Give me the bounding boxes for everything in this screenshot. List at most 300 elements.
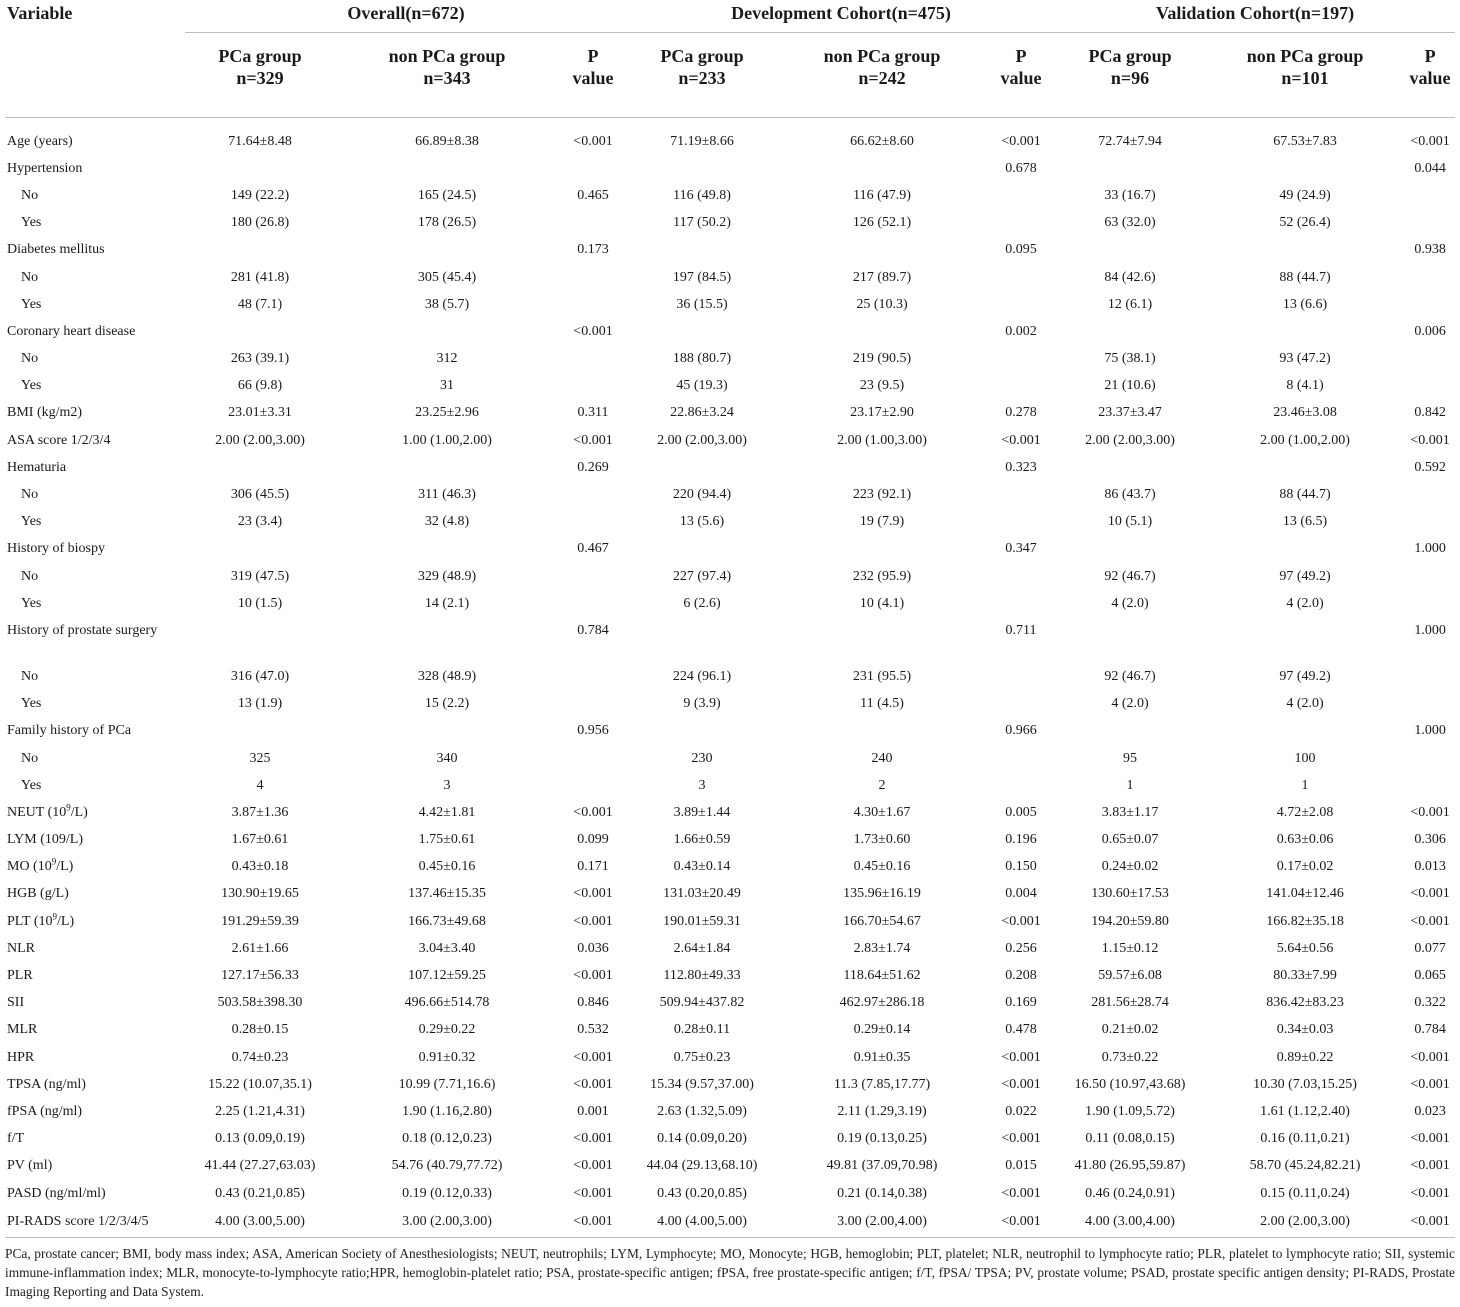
- table-cell: <0.001: [573, 323, 613, 339]
- table-row: [5, 1180, 1455, 1207]
- table-cell: 36 (15.5): [676, 296, 728, 312]
- row-label: [5, 1071, 185, 1098]
- table-cell: [559, 291, 627, 318]
- table-cell: 178 (26.5): [417, 215, 477, 231]
- table-cell: [185, 318, 335, 345]
- table-cell: 0.711: [1005, 623, 1037, 639]
- row-label-text: Hypertension: [7, 160, 83, 176]
- table-cell: 194.20±59.80: [1091, 913, 1169, 929]
- table-cell: 2.63 (1.32,5.09): [657, 1103, 747, 1119]
- table-cell: 6 (2.6): [683, 595, 721, 611]
- table-cell: [1405, 210, 1455, 237]
- table-cell: 48 (7.1): [237, 296, 283, 312]
- table-cell: 836.42±83.23: [1266, 995, 1344, 1011]
- row-label: [5, 454, 185, 481]
- row-label: [5, 1098, 185, 1125]
- table-cell: 4.00 (3.00,4.00): [1055, 1207, 1205, 1238]
- table-cell: 0.966: [1005, 723, 1037, 739]
- table-cell: 2.64±1.84: [673, 940, 731, 956]
- row-label-suffix: /L): [70, 804, 88, 820]
- table-cell: [987, 264, 1055, 291]
- table-cell: 0.023: [1414, 1103, 1446, 1119]
- table-cell: [185, 718, 335, 745]
- table-cell: [559, 745, 627, 772]
- data-table: [5, 0, 1455, 1238]
- row-label: [5, 536, 185, 563]
- table-cell: 23 (3.4): [237, 514, 283, 530]
- table-cell: 13 (5.6): [679, 514, 725, 530]
- table-cell: 14 (2.1): [424, 595, 470, 611]
- table-cell: 23.17±2.90: [850, 405, 914, 421]
- table-cell: [627, 318, 777, 345]
- row-label: [5, 799, 185, 826]
- table-cell: [559, 663, 627, 690]
- table-cell: 11.3 (7.85,17.77): [833, 1076, 931, 1092]
- row-label: [5, 563, 185, 590]
- table-cell: 72.74±7.94: [1098, 133, 1162, 149]
- table-cell: 0.002: [1005, 323, 1037, 339]
- row-label: [5, 617, 185, 663]
- table-cell: 13 (1.9): [237, 696, 283, 712]
- table-cell: [1405, 373, 1455, 400]
- table-cell: <0.001: [573, 1131, 613, 1147]
- table-cell: 4.00 (3.00,5.00): [185, 1207, 335, 1238]
- table-cell: 0.13 (0.09,0.19): [215, 1131, 305, 1147]
- table-cell: 0.036: [577, 940, 609, 956]
- table-cell: [777, 318, 987, 345]
- table-row: [5, 1017, 1455, 1044]
- table-cell: 0.29±0.14: [853, 1022, 911, 1038]
- table-cell: [777, 617, 987, 663]
- table-cell: 316 (47.0): [230, 668, 290, 684]
- row-label: [5, 908, 185, 935]
- table-cell: [987, 745, 1055, 772]
- table-cell: 0.173: [577, 242, 609, 258]
- table-row: [5, 799, 1455, 826]
- row-label: [5, 1017, 185, 1044]
- table-cell: 0.678: [1005, 160, 1037, 176]
- table-cell: <0.001: [1001, 133, 1041, 149]
- table-cell: 306 (45.5): [230, 487, 290, 503]
- dev-pca-header: [627, 33, 777, 118]
- table-cell: 1.73±0.60: [853, 832, 911, 848]
- table-cell: [1055, 718, 1205, 745]
- table-cell: 0.784: [577, 623, 609, 639]
- table-cell: 0.89±0.22: [1276, 1049, 1334, 1065]
- table-cell: 1.67±0.61: [231, 832, 289, 848]
- row-label-text: Coronary heart disease: [7, 323, 136, 339]
- table-cell: [1405, 590, 1455, 617]
- table-cell: 38 (5.7): [424, 296, 470, 312]
- table-cell: 23.01±3.31: [228, 405, 292, 421]
- table-cell: [987, 691, 1055, 718]
- table-cell: [559, 563, 627, 590]
- table-cell: [335, 536, 559, 563]
- table-cell: 3.00 (2.00,3.00): [335, 1207, 559, 1238]
- table-cell: 58.70 (45.24,82.21): [1249, 1158, 1361, 1174]
- table-cell: <0.001: [573, 886, 613, 902]
- table-row: [5, 1126, 1455, 1153]
- row-label-text: Yes: [21, 378, 42, 394]
- row-label: [5, 990, 185, 1017]
- dev-p-header: [987, 33, 1055, 118]
- row-label: [5, 1180, 185, 1207]
- table-cell: 3.00 (2.00,4.00): [777, 1207, 987, 1238]
- table-cell: <0.001: [573, 133, 613, 149]
- table-cell: 3.87±1.36: [231, 804, 289, 820]
- table-cell: <0.001: [573, 1158, 613, 1174]
- table-cell: [627, 536, 777, 563]
- row-label-text: History of biospy: [7, 541, 105, 557]
- table-cell: 263 (39.1): [230, 351, 290, 367]
- table-cell: 0.592: [1414, 459, 1446, 475]
- row-label-text: ASA score 1/2/3/4: [7, 432, 111, 448]
- row-label-text: PASD (ng/ml/ml): [7, 1185, 106, 1201]
- table-cell: 227 (97.4): [672, 568, 732, 584]
- row-label-text: MO (10: [7, 859, 52, 875]
- table-row: [5, 182, 1455, 209]
- table-row: [5, 827, 1455, 854]
- row-label-text: HGB (g/L): [7, 886, 69, 902]
- table-cell: 0.21±0.02: [1101, 1022, 1159, 1038]
- table-cell: 80.33±7.99: [1273, 968, 1337, 984]
- table-row: [5, 718, 1455, 745]
- table-cell: 191.29±59.39: [221, 913, 299, 929]
- table-row: [5, 373, 1455, 400]
- table-cell: [1405, 264, 1455, 291]
- row-label-text: Yes: [21, 296, 42, 312]
- table-cell: 503.58±398.30: [217, 995, 303, 1011]
- row-label: [5, 264, 185, 291]
- table-cell: 197 (84.5): [672, 269, 732, 285]
- row-label-suffix: /L): [57, 913, 75, 929]
- row-label: [5, 1044, 185, 1071]
- row-label: [5, 1153, 185, 1180]
- table-cell: [1205, 155, 1405, 182]
- row-label: [5, 155, 185, 182]
- table-cell: 190.01±59.31: [663, 913, 741, 929]
- table-cell: <0.001: [573, 1049, 613, 1065]
- table-cell: 1.66±0.59: [673, 832, 731, 848]
- table-cell: 130.90±19.65: [221, 886, 299, 902]
- val-p-label: P: [1424, 46, 1436, 66]
- table-cell: 3: [443, 777, 451, 793]
- table-cell: <0.001: [1001, 1076, 1041, 1092]
- table-cell: 66.62±8.60: [850, 133, 914, 149]
- table-cell: 23.25±2.96: [415, 405, 479, 421]
- variable-header: Variable: [7, 3, 73, 23]
- table-cell: [1055, 454, 1205, 481]
- table-cell: 5.64±0.56: [1276, 940, 1334, 956]
- row-label: [5, 427, 185, 454]
- dev-non-header: [777, 33, 987, 118]
- table-cell: 2.00 (2.00,3.00): [215, 432, 305, 448]
- table-cell: 0.43±0.18: [231, 859, 289, 875]
- table-cell: 1.000: [1414, 623, 1446, 639]
- row-label-text: PV (ml): [7, 1158, 53, 1174]
- table-cell: <0.001: [573, 1185, 613, 1201]
- table-cell: 130.60±17.53: [1091, 886, 1169, 902]
- table-cell: [987, 291, 1055, 318]
- table-cell: [1055, 318, 1205, 345]
- table-cell: 2.83±1.74: [853, 940, 911, 956]
- row-label-text: NEUT (10: [7, 804, 67, 820]
- table-cell: 1: [1126, 777, 1134, 793]
- table-cell: 15.22 (10.07,35.1): [208, 1076, 312, 1092]
- table-cell: 2.11 (1.29,3.19): [837, 1103, 927, 1119]
- overall-value-label: value: [572, 68, 614, 88]
- table-cell: 0.28±0.11: [673, 1022, 731, 1038]
- table-cell: <0.001: [573, 1076, 613, 1092]
- table-row: [5, 935, 1455, 962]
- table-cell: 117 (50.2): [673, 215, 731, 231]
- table-cell: <0.001: [1001, 1049, 1041, 1065]
- table-cell: 15.34 (9.57,37.00): [650, 1076, 754, 1092]
- table-cell: [987, 182, 1055, 209]
- row-label: [5, 935, 185, 962]
- row-label-superscript: 9: [52, 911, 58, 921]
- table-cell: 0.278: [1005, 405, 1037, 421]
- table-cell: 0.91±0.32: [418, 1049, 476, 1065]
- table-cell: <0.001: [1001, 913, 1041, 929]
- table-cell: <0.001: [1410, 133, 1450, 149]
- table-body: [5, 118, 1455, 1238]
- table-cell: 1.90 (1.16,2.80): [402, 1103, 492, 1119]
- table-cell: 0.015: [1005, 1158, 1037, 1174]
- row-label-suffix: /L): [56, 859, 74, 875]
- table-cell: [987, 509, 1055, 536]
- row-label: [5, 128, 185, 155]
- table-row: [5, 745, 1455, 772]
- table-cell: 100: [1294, 750, 1316, 766]
- table-row: [5, 1153, 1455, 1180]
- row-label-text: SII: [7, 995, 25, 1011]
- table-cell: 95: [1123, 750, 1138, 766]
- table-cell: [987, 663, 1055, 690]
- table-row: [5, 346, 1455, 373]
- row-label: [5, 400, 185, 427]
- row-label: [5, 590, 185, 617]
- table-cell: 97 (49.2): [1279, 668, 1331, 684]
- dev-non-n: n=242: [858, 68, 906, 88]
- table-cell: 0.065: [1414, 968, 1446, 984]
- table-cell: 0.43±0.14: [673, 859, 731, 875]
- table-cell: <0.001: [1410, 1158, 1450, 1174]
- table-cell: 0.11 (0.08,0.15): [1085, 1131, 1175, 1147]
- table-row: [5, 536, 1455, 563]
- row-label: [5, 346, 185, 373]
- table-cell: 12 (6.1): [1107, 296, 1153, 312]
- table-cell: [185, 454, 335, 481]
- table-cell: 220 (94.4): [672, 487, 732, 503]
- table-row: [5, 1207, 1455, 1238]
- table-cell: 0.45±0.16: [418, 859, 476, 875]
- table-cell: 281.56±28.74: [1091, 995, 1169, 1011]
- table-row: [5, 427, 1455, 454]
- row-label-text: No: [21, 351, 39, 367]
- table-cell: [185, 536, 335, 563]
- table-cell: 8 (4.1): [1286, 378, 1324, 394]
- row-label-text: Family history of PCa: [7, 723, 132, 739]
- row-label: [5, 691, 185, 718]
- table-cell: 3.89±1.44: [673, 804, 731, 820]
- table-cell: 1.000: [1414, 541, 1446, 557]
- table-cell: 0.63±0.06: [1276, 832, 1334, 848]
- table-cell: 4.00 (4.00,5.00): [627, 1207, 777, 1238]
- table-cell: 25 (10.3): [856, 296, 908, 312]
- table-row: [5, 400, 1455, 427]
- table-cell: 0.73±0.22: [1101, 1049, 1159, 1065]
- table-cell: 71.19±8.66: [670, 133, 734, 149]
- row-label-text: Yes: [21, 777, 42, 793]
- row-label: [5, 373, 185, 400]
- table-cell: 0.956: [577, 723, 609, 739]
- overall-non-header: [335, 33, 559, 118]
- row-label-text: Yes: [21, 514, 42, 530]
- table-cell: 54.76 (40.79,77.72): [391, 1158, 503, 1174]
- header-sub-row: [5, 33, 1455, 118]
- table-cell: 2.00 (1.00,3.00): [837, 432, 927, 448]
- table-row: [5, 590, 1455, 617]
- table-cell: [1055, 617, 1205, 663]
- table-cell: 223 (92.1): [852, 487, 912, 503]
- row-label: [5, 237, 185, 264]
- table-cell: [1205, 454, 1405, 481]
- table-cell: [559, 155, 627, 182]
- row-label-text: NLR: [7, 940, 35, 956]
- row-label: [5, 745, 185, 772]
- table-cell: 281 (41.8): [230, 269, 290, 285]
- table-cell: 13 (6.6): [1282, 296, 1328, 312]
- table-cell: 23.46±3.08: [1273, 405, 1337, 421]
- table-cell: [559, 509, 627, 536]
- table-cell: 319 (47.5): [230, 568, 290, 584]
- table-cell: [987, 373, 1055, 400]
- table-cell: 0.171: [577, 859, 609, 875]
- table-cell: 230: [691, 750, 713, 766]
- table-cell: [1405, 563, 1455, 590]
- row-label: [5, 962, 185, 989]
- table-cell: 22.86±3.24: [670, 405, 734, 421]
- table-cell: 328 (48.9): [417, 668, 477, 684]
- table-cell: 23 (9.5): [859, 378, 905, 394]
- row-label-text: No: [21, 487, 39, 503]
- table-cell: 1.15±0.12: [1101, 940, 1159, 956]
- table-cell: 75 (38.1): [1104, 351, 1156, 367]
- table-cell: 1.61 (1.12,2.40): [1260, 1103, 1350, 1119]
- row-label-text: Diabetes mellitus: [7, 242, 105, 258]
- overall-pca-n: n=329: [236, 68, 284, 88]
- table-cell: <0.001: [987, 1207, 1055, 1238]
- table-cell: 1: [1301, 777, 1309, 793]
- table-cell: 2: [878, 777, 886, 793]
- table-cell: 0.34±0.03: [1276, 1022, 1334, 1038]
- row-label: [5, 718, 185, 745]
- table-cell: 10.30 (7.03,15.25): [1253, 1076, 1357, 1092]
- row-label: [5, 1207, 185, 1238]
- table-row: [5, 772, 1455, 799]
- table-cell: 2.00 (2.00,3.00): [1205, 1207, 1405, 1238]
- table-cell: 88 (44.7): [1279, 487, 1331, 503]
- table-row: [5, 962, 1455, 989]
- row-label-text: MLR: [7, 1022, 38, 1038]
- table-cell: [335, 237, 559, 264]
- table-cell: 2.00 (2.00,3.00): [657, 432, 747, 448]
- table-cell: <0.001: [1001, 1185, 1041, 1201]
- table-cell: [1405, 481, 1455, 508]
- overall-non-n: n=343: [423, 68, 471, 88]
- overall-pca-label: PCa group: [218, 46, 302, 66]
- table-cell: 0.74±0.23: [231, 1049, 289, 1065]
- table-cell: <0.001: [1410, 1076, 1450, 1092]
- table-row: [5, 481, 1455, 508]
- val-non-header: [1205, 33, 1405, 118]
- table-cell: 66.89±8.38: [415, 133, 479, 149]
- table-cell: [559, 691, 627, 718]
- table-cell: 0.65±0.07: [1101, 832, 1159, 848]
- table-row: [5, 291, 1455, 318]
- table-cell: 1.90 (1.09,5.72): [1085, 1103, 1175, 1119]
- table-cell: 0.16 (0.11,0.21): [1260, 1131, 1350, 1147]
- row-label-text: Yes: [21, 595, 42, 611]
- table-cell: 84 (42.6): [1104, 269, 1156, 285]
- row-label: [5, 827, 185, 854]
- dev-value-label: value: [1000, 68, 1042, 88]
- table-cell: 0.005: [1005, 804, 1037, 820]
- table-cell: [559, 346, 627, 373]
- table-cell: [335, 454, 559, 481]
- table-cell: 0.465: [577, 187, 609, 203]
- table-cell: 0.17±0.02: [1276, 859, 1334, 875]
- row-label: [5, 318, 185, 345]
- table-cell: [987, 563, 1055, 590]
- table-cell: [627, 718, 777, 745]
- table-row: [5, 155, 1455, 182]
- table-cell: [559, 772, 627, 799]
- table-footnote: PCa, prostate cancer; BMI, body mass index; ASA, American Society of Anesthesiologists; NEUT, neutrophils; LYM, Lymphocyte; MO, Monocyte; HGB, hemoglobin; PLT, platelet; NLR, neutrophil to lymphocyte ratio; PLR, platelet to lymphocyte ratio; SII, systemic immune-inflammation index; MLR, monocyte-to-lymphocyte ratio;HPR, hemoglobin-platelet ratio; PSA, prostate-specific antigen; fPSA, free prostate-specific antigen; f/T, fPSA/ TPSA; PV, prostate volume; PSAD, prostate specific antigen density; PI-RADS, Prostate Imaging Reporting and Data System.: [5, 1246, 1455, 1299]
- table-cell: [627, 454, 777, 481]
- table-cell: 166.82±35.18: [1266, 913, 1344, 929]
- row-label-text: PLR: [7, 968, 33, 984]
- row-label: [5, 291, 185, 318]
- table-cell: [1405, 509, 1455, 536]
- spacer-row: [5, 118, 1455, 129]
- table-cell: [559, 264, 627, 291]
- table-cell: 0.306: [1414, 832, 1446, 848]
- table-cell: 2.61±1.66: [231, 940, 289, 956]
- table-cell: 0.19 (0.12,0.33): [402, 1185, 492, 1201]
- table-cell: 21 (10.6): [1104, 378, 1156, 394]
- table-cell: [987, 481, 1055, 508]
- table-cell: [559, 210, 627, 237]
- table-cell: 9 (3.9): [683, 696, 721, 712]
- table-cell: 0.322: [1414, 995, 1446, 1011]
- table-cell: 0.347: [1005, 541, 1037, 557]
- table-cell: 3: [698, 777, 706, 793]
- table-row: [5, 908, 1455, 935]
- table-cell: 232 (95.9): [852, 568, 912, 584]
- table-cell: 10.99 (7.71,16.6): [398, 1076, 496, 1092]
- table-cell: [1055, 155, 1205, 182]
- table-cell: 49 (24.9): [1279, 187, 1331, 203]
- overall-p-label: P: [587, 46, 599, 66]
- table-cell: 149 (22.2): [230, 187, 290, 203]
- table-cell: 0.21 (0.14,0.38): [837, 1185, 927, 1201]
- table-cell: 19 (7.9): [859, 514, 905, 530]
- table-cell: [559, 590, 627, 617]
- row-label-text: Yes: [21, 696, 42, 712]
- table-cell: 93 (47.2): [1279, 351, 1331, 367]
